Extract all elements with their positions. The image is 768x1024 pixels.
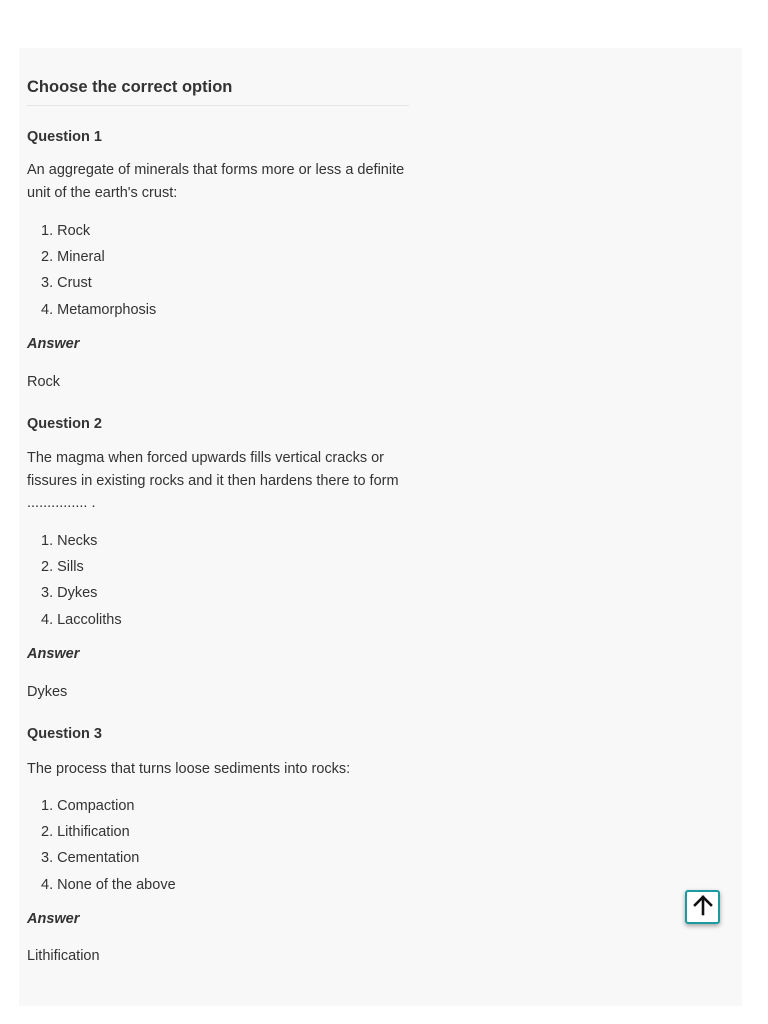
options-list [41, 796, 176, 901]
scroll-to-top-button[interactable] [685, 890, 720, 924]
question-text: An aggregate of minerals that forms more or less a definite unit of the earth's crust: [27, 162, 405, 201]
options-list [41, 531, 122, 636]
option-item: 2. Lithification [41, 824, 130, 841]
answer-label: Answer [27, 336, 80, 352]
option-item: 1. Compaction [41, 798, 135, 814]
question-title: Question 3 [27, 726, 102, 742]
content-panel [19, 48, 742, 1006]
option-item: 4. Laccoliths [41, 611, 122, 628]
answer-value: Rock [27, 374, 61, 390]
answer-value: Lithification [27, 948, 100, 964]
question-text: The process that turns loose sediments into rocks: [27, 761, 351, 777]
option-item: 4. Metamorphosis [41, 301, 157, 318]
option-item: 1. Necks [41, 533, 98, 549]
option-item: 3. Crust [41, 275, 92, 292]
option-item: 4. None of the above [41, 876, 176, 893]
option-item: 3. Cementation [41, 850, 140, 867]
option-item: 2. Sills [41, 559, 84, 576]
answer-label: Answer [27, 911, 80, 927]
options-list [41, 221, 156, 326]
arrow-up-icon [692, 894, 714, 921]
option-item: 2. Mineral [41, 249, 105, 266]
section-heading: Choose the correct option [27, 78, 409, 106]
answer-value: Dykes [27, 684, 68, 700]
question-title: Question 1 [27, 129, 102, 145]
answer-label: Answer [27, 646, 80, 662]
question-text: The magma when forced upwards fills vertical cracks or fissures in existing rocks and it then hardens there to form ............... . [27, 450, 399, 511]
question-title: Question 2 [27, 416, 102, 432]
option-item: 3. Dykes [41, 585, 98, 602]
option-item: 1. Rock [41, 223, 91, 239]
